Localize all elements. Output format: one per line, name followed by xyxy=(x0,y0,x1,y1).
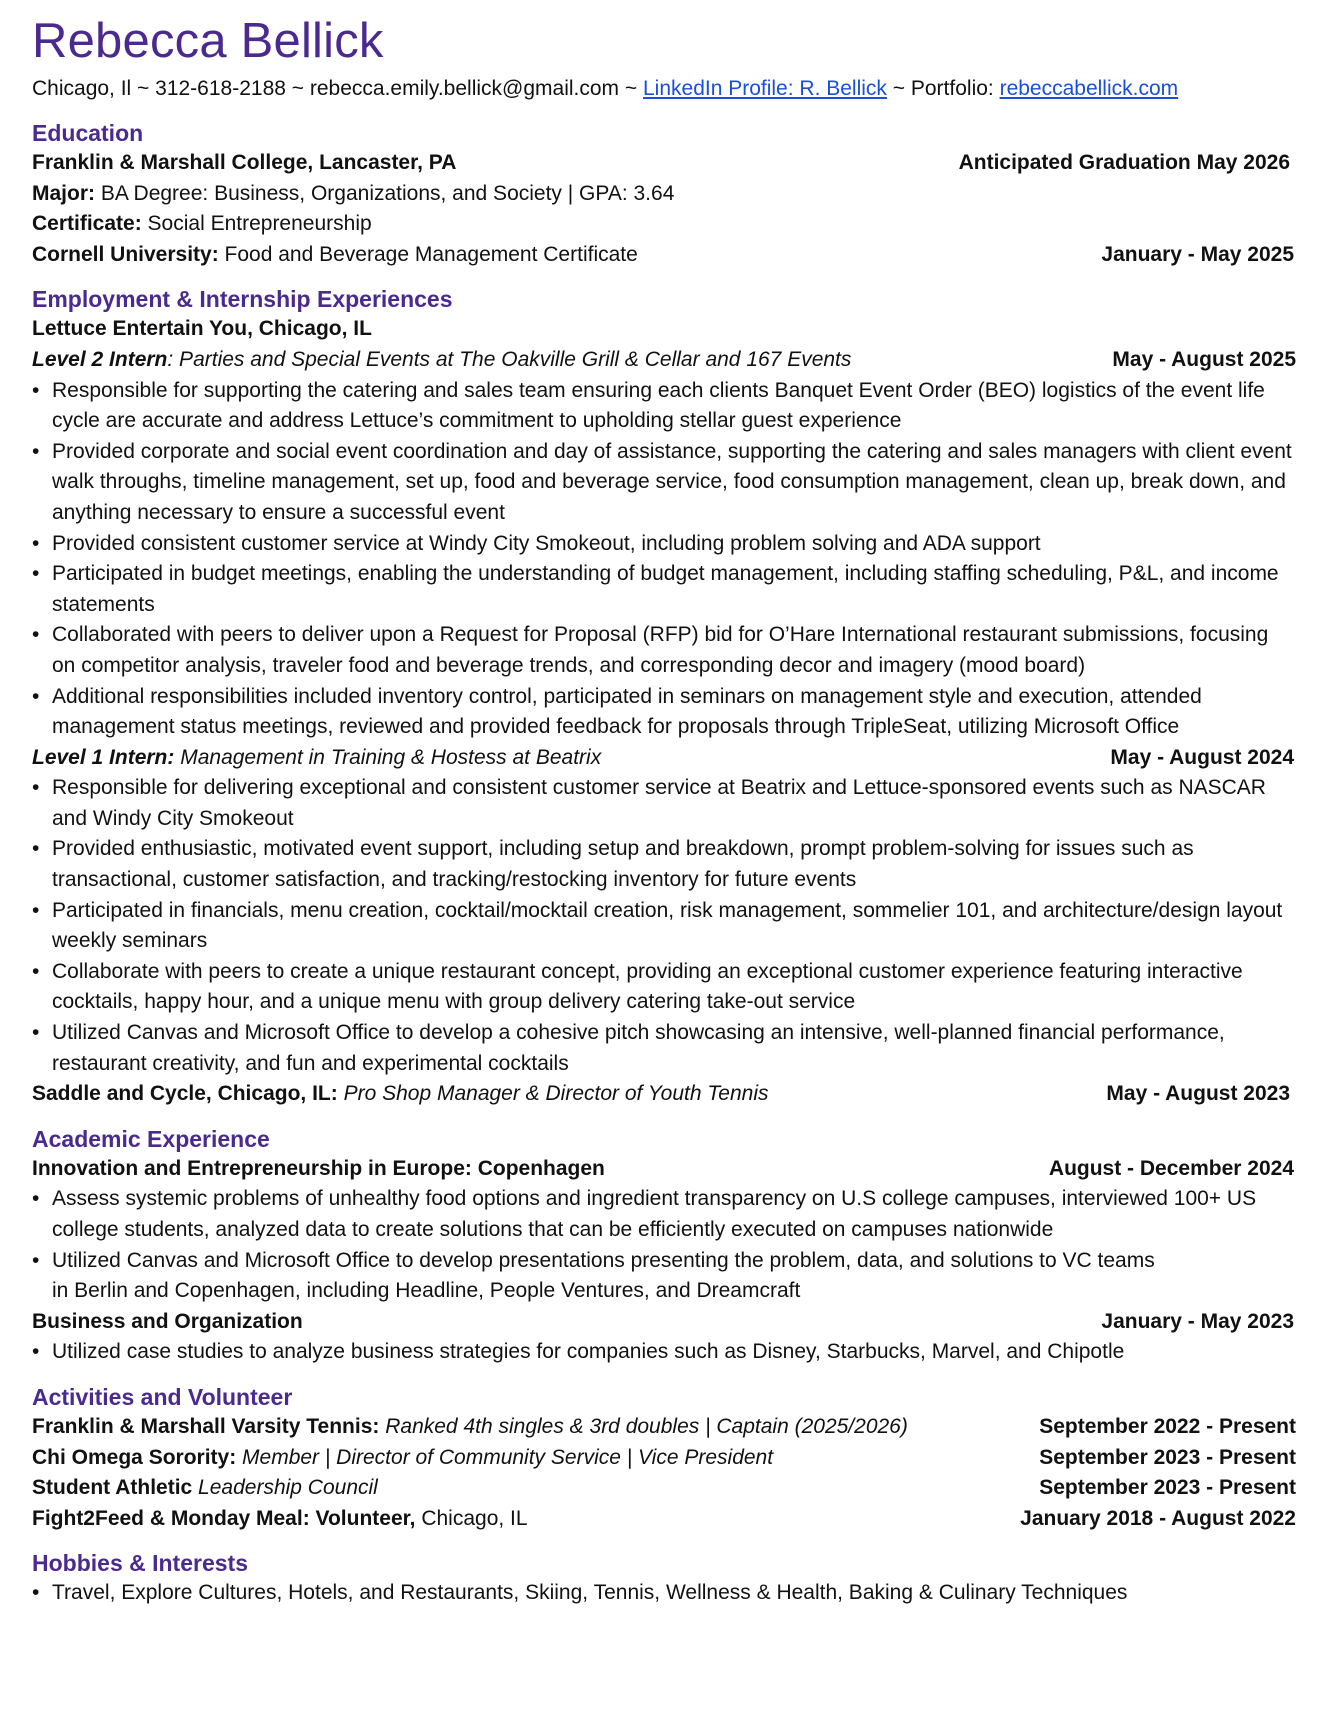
innovation-row xyxy=(32,1154,1294,1185)
activity-label: Fight2Feed & Monday Meal: Volunteer, xyxy=(32,1506,416,1530)
saddle-label: Saddle and Cycle, Chicago, IL: xyxy=(32,1082,338,1106)
list-item: • Travel, Explore Cultures, Hotels, and Restaurants, Skiing, Tennis, Wellness & Health, Baking & Culinary Techniques xyxy=(32,1578,1294,1609)
business-org-bullets xyxy=(32,1337,1294,1368)
major-line xyxy=(32,179,1328,210)
cornell-date: January - May 2025 xyxy=(1101,242,1294,266)
activity-row xyxy=(32,1473,1296,1504)
level2-bullets xyxy=(32,376,1294,743)
academic-heading: Academic Experience xyxy=(32,1125,270,1152)
hobbies-bullets xyxy=(32,1578,1294,1609)
business-org-row xyxy=(32,1307,1294,1338)
activity-date: January 2018 - August 2022 xyxy=(1020,1506,1296,1530)
certificate-value: Social Entrepreneurship xyxy=(141,212,372,236)
activity-text xyxy=(32,1443,773,1474)
cornell-value: Food and Beverage Management Certificate xyxy=(218,242,638,266)
activity-label: Chi Omega Sorority: xyxy=(32,1445,237,1469)
list-item: • Provided corporate and social event coordination and day of assistance, supporting the catering and sales managers with client event walk throughs, timeline management, set up, food and beverage service, food consumption management, clean up, break down, and anything necessary to ensure a successful event xyxy=(32,437,1294,529)
saddle-date: May - August 2023 xyxy=(1106,1082,1290,1106)
list-item: • Participated in financials, menu creation, cocktail/mocktail creation, risk management, sommelier 101, and architecture/design layout weekly seminars xyxy=(32,896,1294,957)
activity-date: September 2023 - Present xyxy=(1039,1445,1296,1469)
lettuce-company: Lettuce Entertain You, Chicago, IL xyxy=(32,317,372,341)
list-item: • Provided enthusiastic, motivated event support, including setup and breakdown, prompt problem-solving for issues such as transactional, customer satisfaction, and tracking/restocking inventory for future events xyxy=(32,834,1294,895)
activity-desc: Ranked 4th singles & 3rd doubles | Captain (2025/2026) xyxy=(379,1414,908,1438)
business-org-date: January - May 2023 xyxy=(1101,1309,1294,1333)
activity-text xyxy=(32,1504,528,1535)
activity-text xyxy=(32,1473,378,1504)
major-value: BA Degree: Business, Organizations, and Society | GPA: 3.64 xyxy=(95,181,675,205)
innovation-date: August - December 2024 xyxy=(1048,1156,1294,1180)
list-item: • Utilized Canvas and Microsoft Office to develop presentations presenting the problem, data, and solutions to VC teams in Berlin and Copenhagen, including Headline, People Ventures, and Dreamcraft xyxy=(32,1246,1294,1307)
list-item: • Responsible for supporting the catering and sales team ensuring each clients Banquet Event Order (BEO) logistics of the event life cycle are accurate and address Lettuce’s commitment to upholding stellar guest experience xyxy=(32,376,1294,437)
level2-desc: : Parties and Special Events at The Oakville Grill & Cellar and 167 Events xyxy=(167,347,852,371)
level1-text xyxy=(32,743,601,774)
saddle-desc: Pro Shop Manager & Director of Youth Tennis xyxy=(337,1082,769,1106)
level2-row xyxy=(32,345,1296,376)
list-item: • Utilized case studies to analyze business strategies for companies such as Disney, Starbucks, Marvel, and Chipotle xyxy=(32,1337,1294,1368)
list-item: • Collaborated with peers to deliver upon a Request for Proposal (RFP) bid for O’Hare International restaurant submissions, focusing on competitor analysis, traveler food and beverage trends, and corresponding decor and imagery (mood board) xyxy=(32,620,1294,681)
level2-text xyxy=(32,345,851,376)
education-heading: Education xyxy=(32,120,144,146)
activity-label: Franklin & Marshall Varsity Tennis: xyxy=(32,1414,380,1438)
list-item: • Participated in budget meetings, enabling the understanding of budget management, including staffing scheduling, P&L, and income statements xyxy=(32,559,1294,620)
activity-desc: Member | Director of Community Service | Vice President xyxy=(236,1445,774,1469)
level1-date: May - August 2024 xyxy=(1110,745,1294,769)
fm-date: Anticipated Graduation May 2026 xyxy=(958,151,1290,174)
cornell-text xyxy=(32,240,638,271)
business-org-title: Business and Organization xyxy=(32,1309,303,1333)
certificate-label: Certificate: xyxy=(32,212,142,236)
activity-row xyxy=(32,1443,1296,1474)
certificate-line xyxy=(32,209,1328,240)
activity-row xyxy=(32,1504,1296,1535)
activity-date: September 2022 - Present xyxy=(1039,1414,1296,1438)
list-item: • Assess systemic problems of unhealthy food options and ingredient transparency on U.S college campuses, interviewed 100+ US college students, analyzed data to create solutions that can be efficiently executed on campuses nationwide xyxy=(32,1184,1294,1245)
innovation-bullets xyxy=(32,1184,1294,1306)
list-item: • Utilized Canvas and Microsoft Office to develop a cohesive pitch showcasing an intensive, well-planned financial performance, restaurant creativity, and fun and experimental cocktails xyxy=(32,1018,1294,1079)
list-item: • Collaborate with peers to create a unique restaurant concept, providing an exceptional customer experience featuring interactive cocktails, happy hour, and a unique menu with group delivery catering take-out service xyxy=(32,957,1294,1018)
portfolio-label: ~ Portfolio: xyxy=(886,77,1000,100)
list-item: • Provided consistent customer service at Windy City Smokeout, including problem solving and ADA support xyxy=(32,529,1294,560)
activity-text xyxy=(32,1412,908,1443)
activities-heading: Activities and Volunteer xyxy=(32,1383,293,1410)
major-label: Major: xyxy=(32,181,95,205)
level1-desc: Management in Training & Hostess at Beatrix xyxy=(174,745,602,769)
fm-school: Franklin & Marshall College, Lancaster, PA xyxy=(32,151,457,174)
activity-date: September 2023 - Present xyxy=(1039,1476,1296,1500)
saddle-text xyxy=(32,1079,769,1110)
activity-label: Student Athletic xyxy=(32,1476,193,1500)
level2-date: May - August 2025 xyxy=(1112,347,1296,371)
innovation-title: Innovation and Entrepreneurship in Europe: Copenhagen xyxy=(32,1156,605,1180)
level2-title: Level 2 Intern xyxy=(32,347,168,371)
candidate-name: Rebecca Bellick xyxy=(32,14,384,68)
activity-row xyxy=(32,1412,1296,1443)
saddle-row xyxy=(32,1079,1290,1110)
level1-title: Level 1 Intern: xyxy=(32,745,175,769)
education-fm-row xyxy=(32,148,1290,179)
level1-bullets xyxy=(32,773,1294,1079)
hobbies-heading: Hobbies & Interests xyxy=(32,1550,248,1577)
level1-row xyxy=(32,743,1294,774)
activity-desc: Leadership Council xyxy=(192,1476,378,1500)
portfolio-link[interactable]: rebeccabellick.com xyxy=(999,77,1179,100)
cornell-label: Cornell University: xyxy=(32,242,219,266)
list-item: • Additional responsibilities included inventory control, participated in seminars on management style and execution, attended management status meetings, reviewed and provided feedback for proposals through TripleSeat, utilizing Microsoft Office xyxy=(32,682,1294,743)
education-cornell-row xyxy=(32,240,1294,271)
list-item: • Responsible for delivering exceptional and consistent customer service at Beatrix and Lettuce-sponsored events such as NASCAR and Windy City Smokeout xyxy=(32,773,1294,834)
activity-desc: Chicago, IL xyxy=(415,1506,528,1530)
contact-details: Chicago, Il ~ 312-618-2188 ~ rebecca.emily.bellick@gmail.com ~ xyxy=(32,77,643,100)
linkedin-link[interactable]: LinkedIn Profile: R. Bellick xyxy=(642,77,887,100)
contact-line xyxy=(32,74,1328,104)
employment-heading: Employment & Internship Experiences xyxy=(32,286,453,313)
